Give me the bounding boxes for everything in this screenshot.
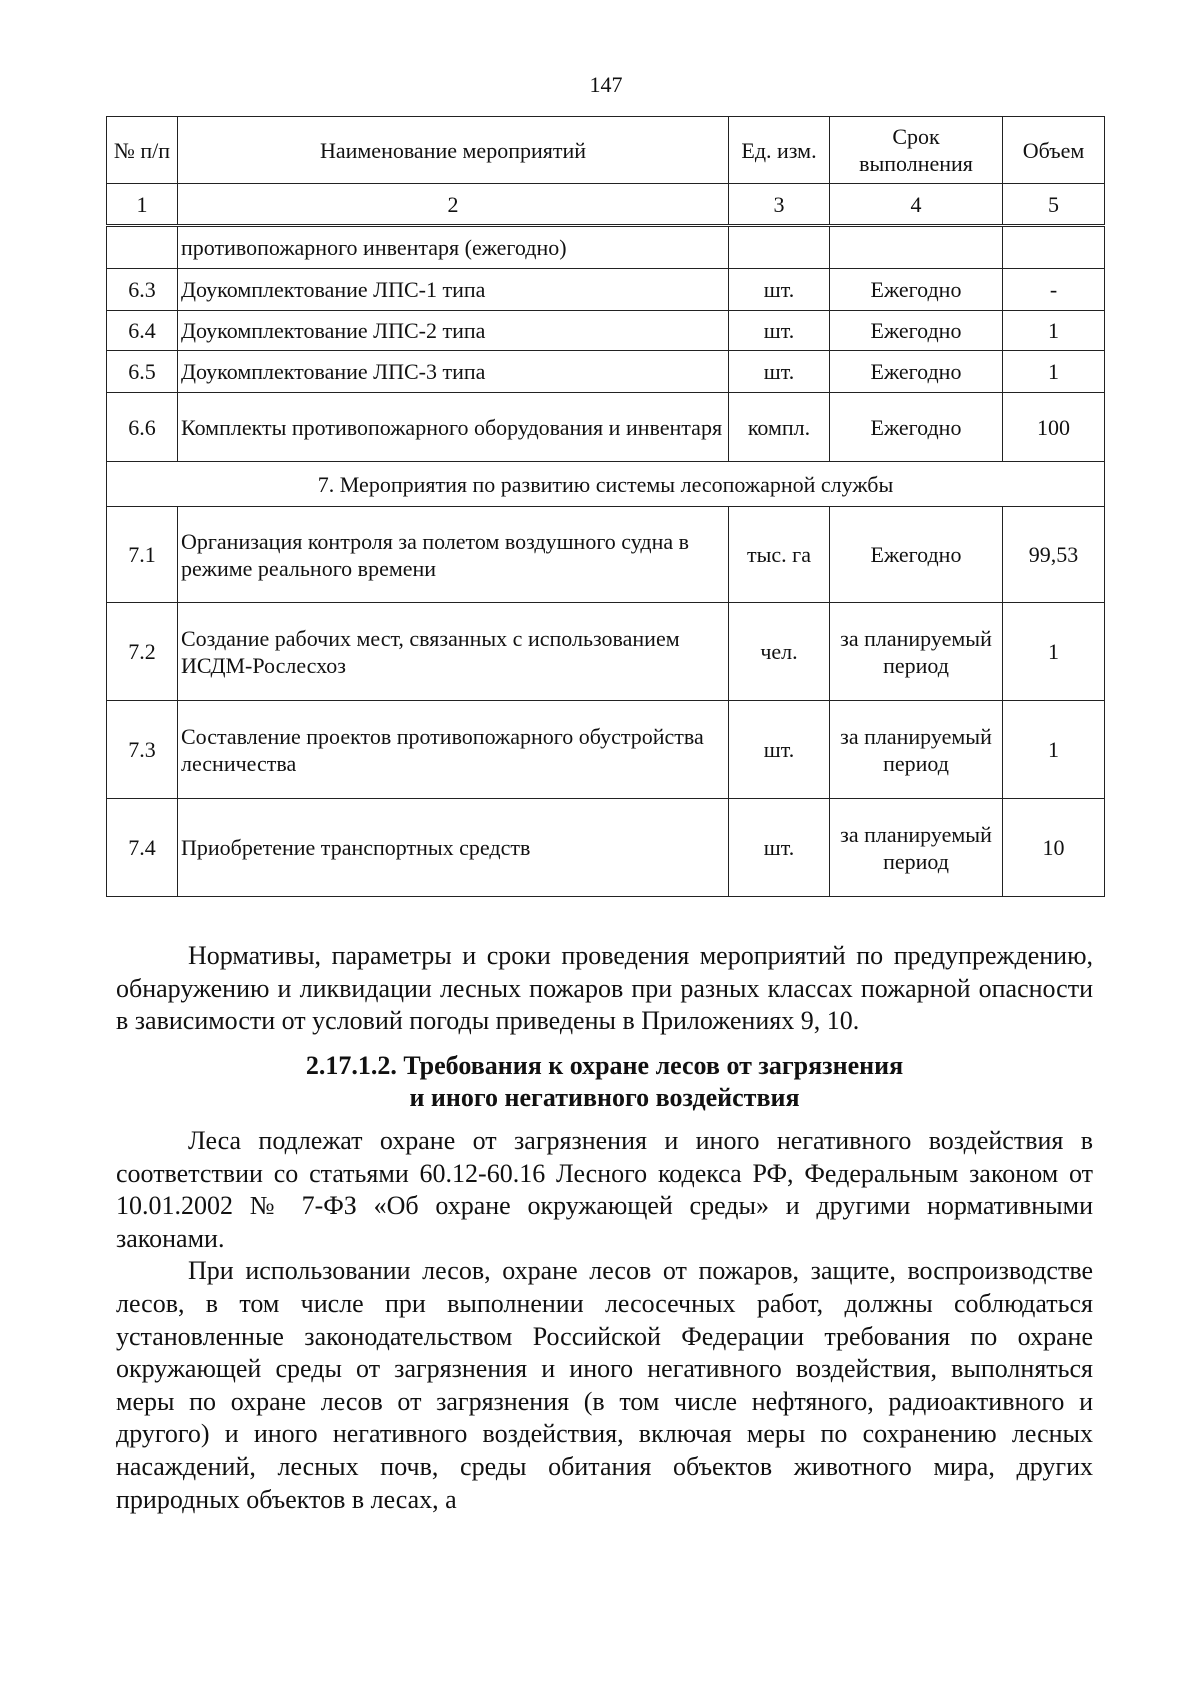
table-row (107, 603, 1105, 701)
cell-n: 7.1 (107, 507, 178, 603)
cell-name: Доукомплектование ЛПС-3 типа (178, 351, 729, 393)
cell-name: Комплекты противопожарного оборудования и инвентаря (178, 393, 729, 462)
cell-n: 7.3 (107, 701, 178, 799)
cell-name: Доукомплектование ЛПС-1 типа (178, 269, 729, 311)
cell-term: Ежегодно (830, 507, 1003, 603)
cell-vol: 1 (1003, 311, 1105, 351)
cell-vol: 1 (1003, 603, 1105, 701)
cell-name: Составление проектов противопожарного обустройства лесничества (178, 701, 729, 799)
col-number: 3 (729, 184, 830, 226)
table-row (107, 507, 1105, 603)
cell-unit: чел. (729, 603, 830, 701)
cell-n: 6.3 (107, 269, 178, 311)
cell-term: Ежегодно (830, 269, 1003, 311)
cell-unit: компл. (729, 393, 830, 462)
column-number-row (107, 184, 1105, 226)
cell-name: Организация контроля за полетом воздушного судна в режиме реального времени (178, 507, 729, 603)
cell-name: Доукомплектование ЛПС-2 типа (178, 311, 729, 351)
cell-unit: тыс. га (729, 507, 830, 603)
header-cell: Наименование мероприятий (178, 117, 729, 184)
header-cell: № п/п (107, 117, 178, 184)
cell-term: Ежегодно (830, 311, 1003, 351)
cell-name: Создание рабочих мест, связанных с использованием ИСДМ-Рослесхоз (178, 603, 729, 701)
cell-vol: 100 (1003, 393, 1105, 462)
cell-term: за планируемый период (830, 799, 1003, 897)
table-row (107, 351, 1105, 393)
cell-vol (1003, 226, 1105, 269)
paragraph: При использовании лесов, охране лесов от пожаров, защите, воспроизводстве лесов, в том числе при выполнении лесосечных работ, должны соблюдаться установленные законодательством Российской Федерации требования по охране окружающей среды от загрязнения и иного негативного воздействия, выполняться меры по охране лесов от загрязнения (в том числе нефтяного, радиоактивного и другого) и иного негативного воздействия, включая меры по сохранению лесных насаждений, лесных почв, среды обитания объектов животного мира, других природных объектов в лесах, а (116, 1256, 1093, 1514)
table-row (107, 799, 1105, 897)
header-cell: Срок выполнения (830, 117, 1003, 184)
cell-unit: шт. (729, 269, 830, 311)
cell-vol: 1 (1003, 701, 1105, 799)
section-title: 7. Мероприятия по развитию системы лесопожарной службы (107, 462, 1105, 507)
page-number: 147 (589, 72, 623, 97)
table-row (107, 701, 1105, 799)
table-row (107, 226, 1105, 269)
cell-n (107, 226, 178, 269)
col-number: 1 (107, 184, 178, 226)
cell-term (830, 226, 1003, 269)
heading-line: и иного негативного воздействия (409, 1083, 800, 1113)
measures-table (106, 116, 1105, 897)
cell-n: 6.6 (107, 393, 178, 462)
cell-n: 7.2 (107, 603, 178, 701)
cell-vol: - (1003, 269, 1105, 311)
cell-n: 6.5 (107, 351, 178, 393)
col-number: 5 (1003, 184, 1105, 226)
section-row (107, 462, 1105, 507)
section-heading (116, 1050, 1093, 1115)
paragraph: Нормативы, параметры и сроки проведения мероприятий по предупреждению, обнаружению и ликвидации лесных пожаров при разных классах пожарной опасности в зависимости от условий погоды приведены в Приложениях 9, 10. (116, 941, 1093, 1036)
body-text (116, 940, 1093, 1516)
header-cell: Ед. изм. (729, 117, 830, 184)
cell-vol: 99,53 (1003, 507, 1105, 603)
cell-vol: 10 (1003, 799, 1105, 897)
cell-unit (729, 226, 830, 269)
cell-unit: шт. (729, 311, 830, 351)
cell-term: Ежегодно (830, 351, 1003, 393)
cell-term: за планируемый период (830, 701, 1003, 799)
cell-unit: шт. (729, 351, 830, 393)
cell-vol: 1 (1003, 351, 1105, 393)
cell-unit: шт. (729, 701, 830, 799)
cell-name: противопожарного инвентаря (ежегодно) (178, 226, 729, 269)
col-number: 4 (830, 184, 1003, 226)
header-cell: Объем (1003, 117, 1105, 184)
table-row (107, 269, 1105, 311)
cell-term: за планируемый период (830, 603, 1003, 701)
paragraph: Леса подлежат охране от загрязнения и иного негативного воздействия в соответствии со статьями 60.12-60.16 Лесного кодекса РФ, Федеральным законом от 10.01.2002 № 7-ФЗ «Об охране окружающей среды» и другими нормативными законами. (116, 1125, 1093, 1253)
heading-line: 2.17.1.2. Требования к охране лесов от загрязнения (305, 1050, 904, 1080)
cell-n: 7.4 (107, 799, 178, 897)
cell-name: Приобретение транспортных средств (178, 799, 729, 897)
table-header-row (107, 117, 1105, 184)
cell-term: Ежегодно (830, 393, 1003, 462)
table-row (107, 311, 1105, 351)
col-number: 2 (178, 184, 729, 226)
table-row (107, 393, 1105, 462)
cell-unit: шт. (729, 799, 830, 897)
cell-n: 6.4 (107, 311, 178, 351)
